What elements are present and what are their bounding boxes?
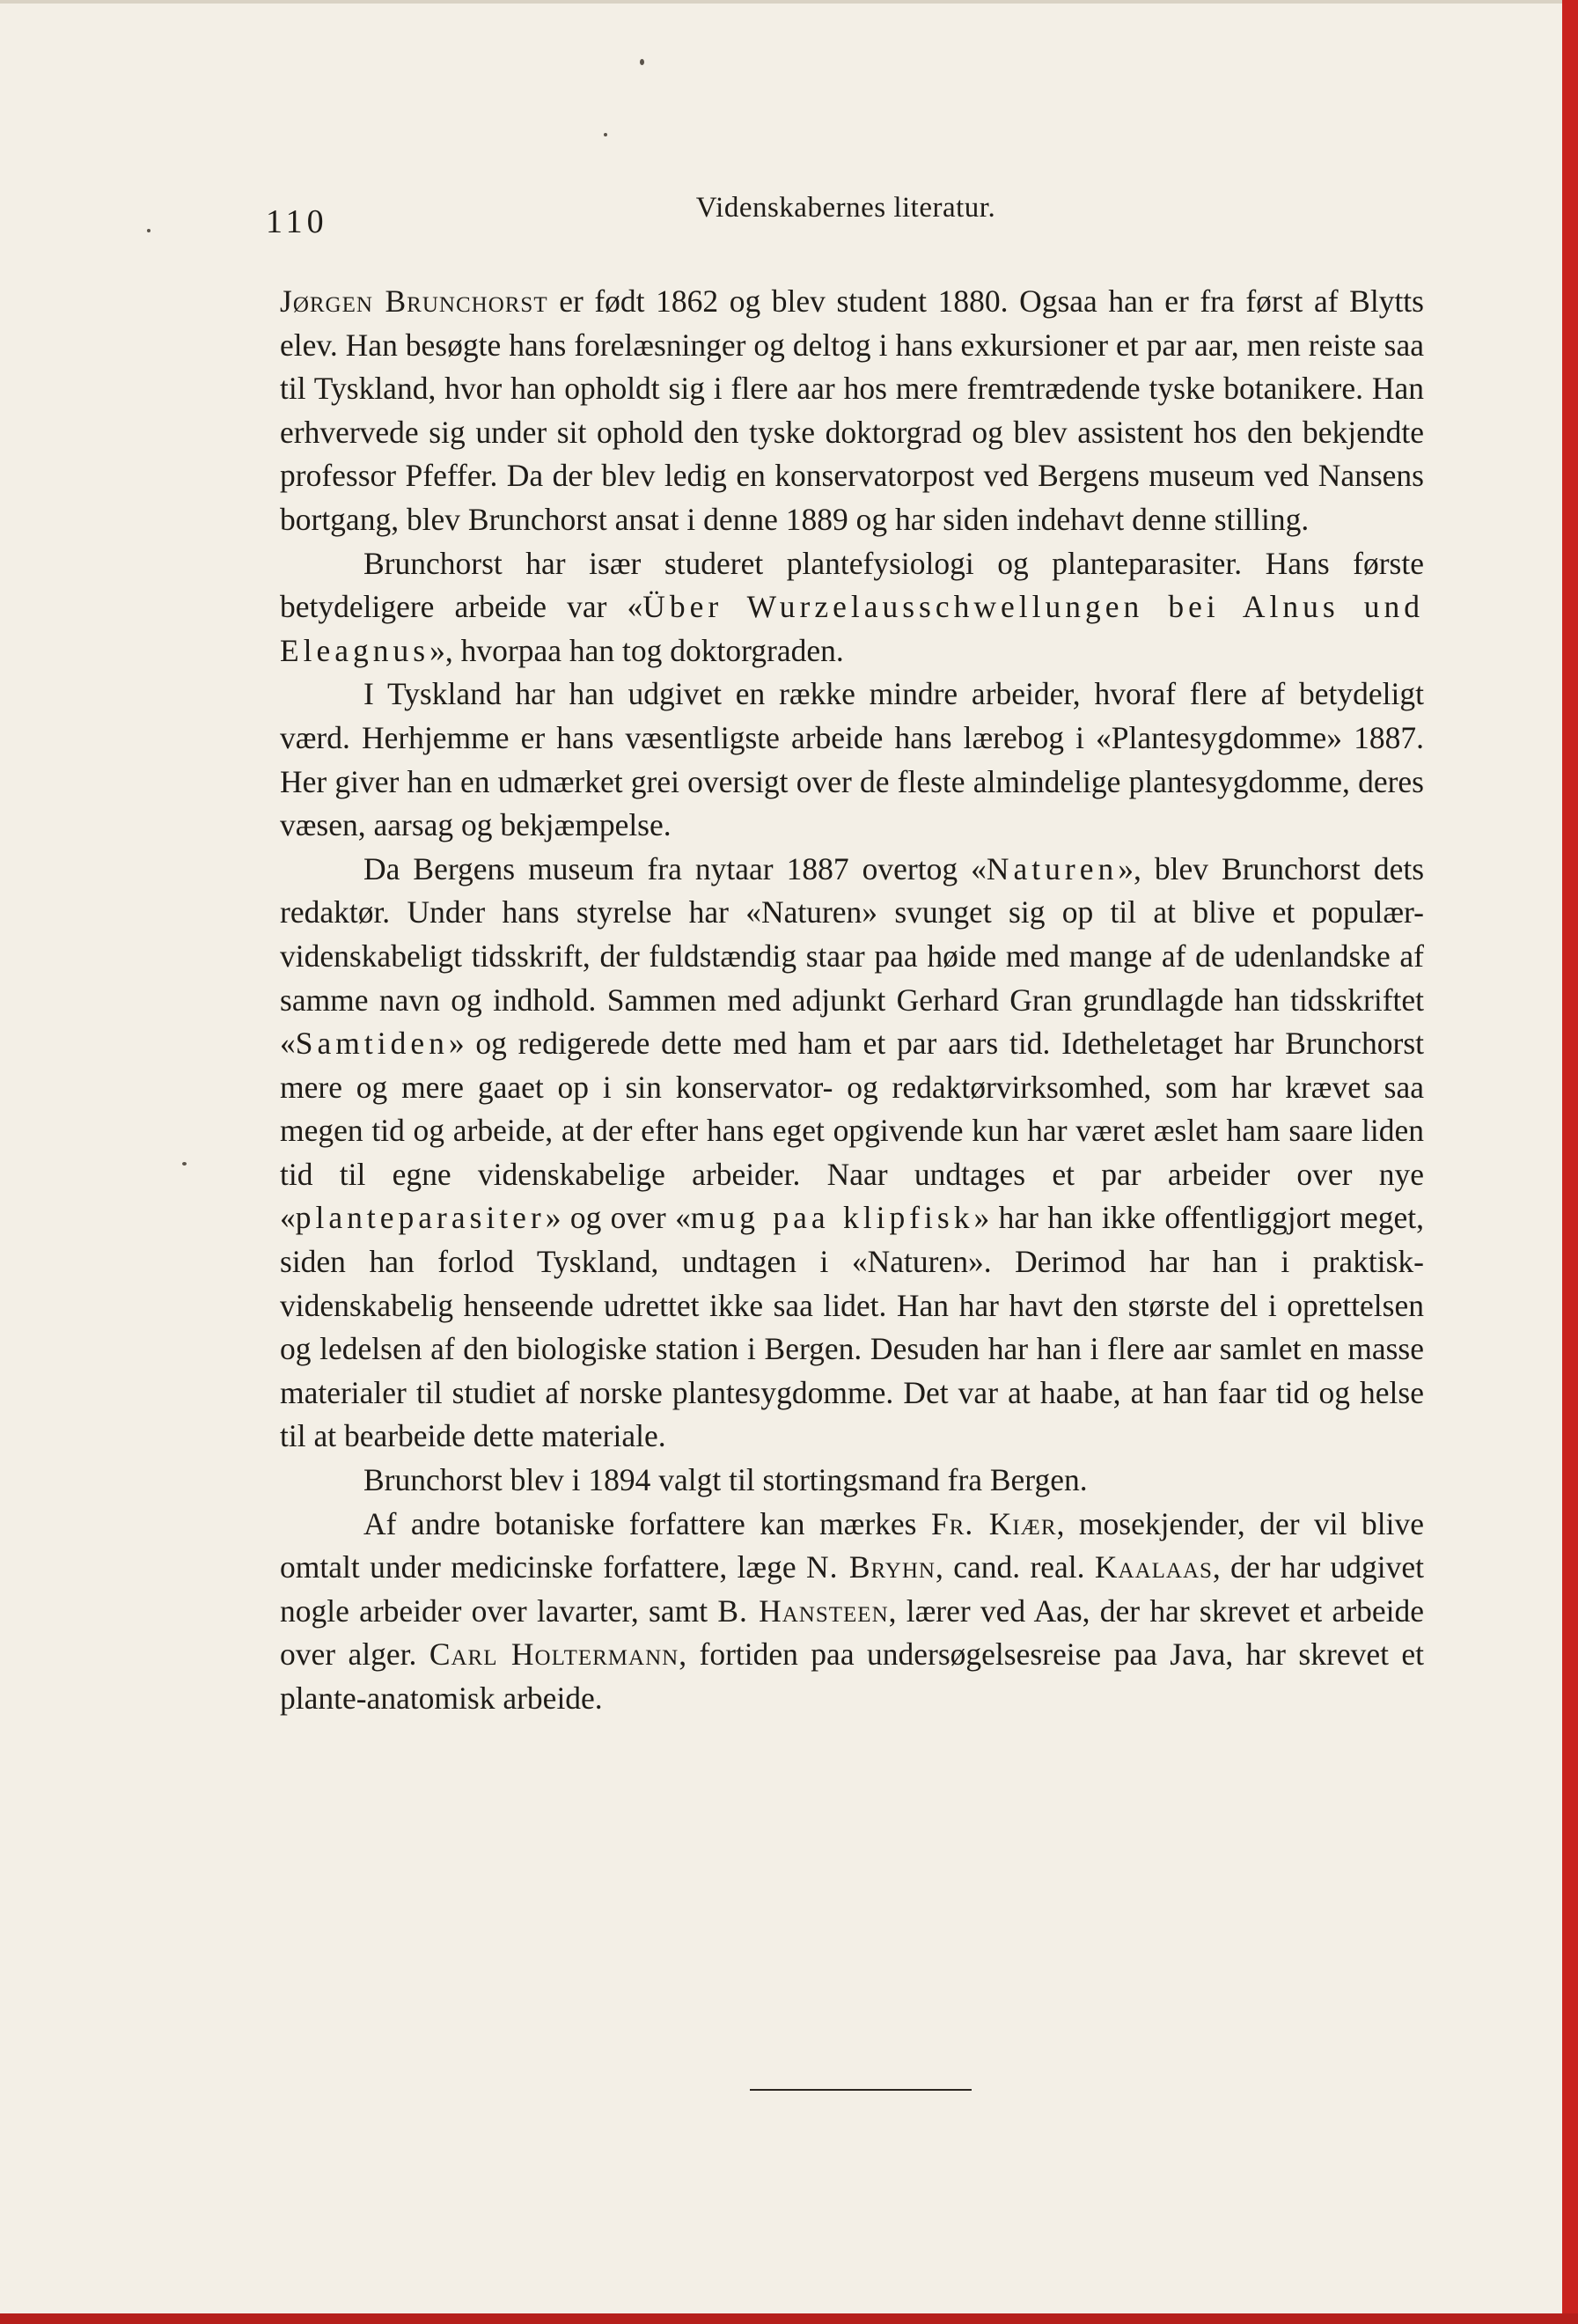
text-run: , der har udgivet nogle arbeider over lavarter, samt xyxy=(280,1549,1425,1629)
text-run: I Tyskland har han udgivet en række mindre arbeider, hvoraf flere af betydeligt værd. Herhjemme er hans væsentligste arbeide hans lærebog i «Plantesygdomme» 1887. Her giver han en udmærket grei oversigt over de fleste almindelige plantesygdomme, deres væsen, aarsag og bekjæmpelse. xyxy=(280,676,1424,843)
name-small-caps: Carl Holtermann xyxy=(429,1636,679,1673)
paragraph-naturen xyxy=(280,848,1424,1459)
paragraph-plantefysiologi xyxy=(280,542,1424,673)
page-bottom-edge xyxy=(0,2313,1578,2324)
text-run: er født 1862 og blev student 1880. Ogsaa han er fra først af Blytts elev. Han besøgte hans forelæsninger og deltog i hans exkursioner et par aar, men reiste saa til Tyskland, hvor han opholdt sig i flere aar hos mere fremtrædende tyske botanikere. Han erhvervede sig under sit ophold den tyske doktorgrad og blev assistent hos den bekjendte professor Pfeffer. Da der blev ledig en konservatorpost ved Bergens museum ved Nansens bortgang, blev Brunchorst ansat i denne 1889 og har siden indehavt denne stilling. xyxy=(280,283,1424,537)
name-small-caps: N. Bryhn xyxy=(805,1549,936,1585)
page-header xyxy=(266,192,1426,240)
text-run: , mosekjender, der vil blive omtalt under medicinske forfattere, læge xyxy=(280,1505,1424,1585)
paper-speck xyxy=(182,1162,187,1166)
spaced-title: Über Wurzelausschwellungen bei Alnus und Eleagnus xyxy=(280,589,1424,668)
name-small-caps: Jørgen Brunchorst xyxy=(280,283,548,319)
paragraph-stortingsmand xyxy=(280,1459,1424,1503)
paragraph-andre-botaniske xyxy=(280,1503,1424,1721)
text-run: », hvorpaa han tog doktorgraden. xyxy=(429,632,844,668)
text-run: » og over « xyxy=(545,1200,691,1236)
page-right-edge xyxy=(1562,0,1578,2324)
end-rule xyxy=(750,2089,972,2091)
page-top-edge xyxy=(0,0,1578,4)
paragraph-tyskland xyxy=(280,673,1424,847)
spaced-title: mug paa klipfisk xyxy=(690,1200,974,1236)
paper-speck xyxy=(147,229,150,232)
paper-speck xyxy=(640,59,644,65)
text-run: , lærer ved Aas, der har skrevet et arbeide over alger. xyxy=(280,1592,1424,1673)
spaced-title: Naturen xyxy=(986,850,1119,886)
paper-speck xyxy=(604,133,607,136)
name-small-caps: Kaalaas xyxy=(1094,1549,1213,1585)
text-run: , cand. real. xyxy=(935,1549,1095,1585)
text-run: » og redigerede dette med ham et par aars tid. Idetheletaget har Brunchorst mere og mere gaaet op i sin konservator- og redaktørvirksomhed, som har krævet saa megen tid og arbeide, at der efter hans eget opgivende kun har været æslet ham saare liden tid til egne videnskabelige arbeider. Naar undtages et par arbeider over nye « xyxy=(280,1026,1424,1236)
name-small-caps: Fr. Kiær xyxy=(930,1505,1057,1541)
spaced-title: Samtiden xyxy=(295,1026,449,1062)
paragraph-brunchorst-bio xyxy=(280,280,1424,542)
text-run: Af andre botaniske forfattere kan mærkes xyxy=(363,1505,931,1541)
text-run: », blev Brunchorst dets redaktør. Under hans styrelse har «Naturen» svunget sig op til at blive et populær-videnskabeligt tidsskrift, der fuldstændig staar paa høide med mange af de udenlandske af samme navn og indhold. Sammen med adjunkt Gerhard Gran grundlagde han tidsskriftet « xyxy=(280,850,1425,1062)
page-number: 110 xyxy=(266,203,328,240)
name-small-caps: B. Hansteen xyxy=(717,1592,889,1629)
body-text xyxy=(280,280,1424,1721)
text-run: Da Bergens museum fra nytaar 1887 overtog « xyxy=(363,850,987,886)
text-run: Brunchorst har især studeret plantefysiologi og planteparasiter. Hans første betydeligere arbeide var « xyxy=(280,545,1424,625)
text-run: » har han ikke offentliggjort meget, siden han forlod Tyskland, undtagen i «Naturen». Derimod har han i praktisk-videnskabelig henseende udrettet ikke saa lidet. Han har havt den største del i oprettelsen og ledelsen af den biologiske station i Bergen. Desuden har han i flere aar samlet en masse materialer til studiet af norske plantesygdomme. Det var at haabe, at han faar tid og helse til at bearbeide dette materiale. xyxy=(280,1200,1424,1454)
spaced-title: planteparasiter xyxy=(295,1200,546,1236)
running-title: Videnskabernes literatur. xyxy=(695,192,996,224)
text-run: Brunchorst blev i 1894 valgt til stortingsmand fra Bergen. xyxy=(363,1462,1088,1498)
text-run: , fortiden paa undersøgelsesreise paa Java, har skrevet et plante-anatomisk arbeide. xyxy=(280,1636,1424,1716)
